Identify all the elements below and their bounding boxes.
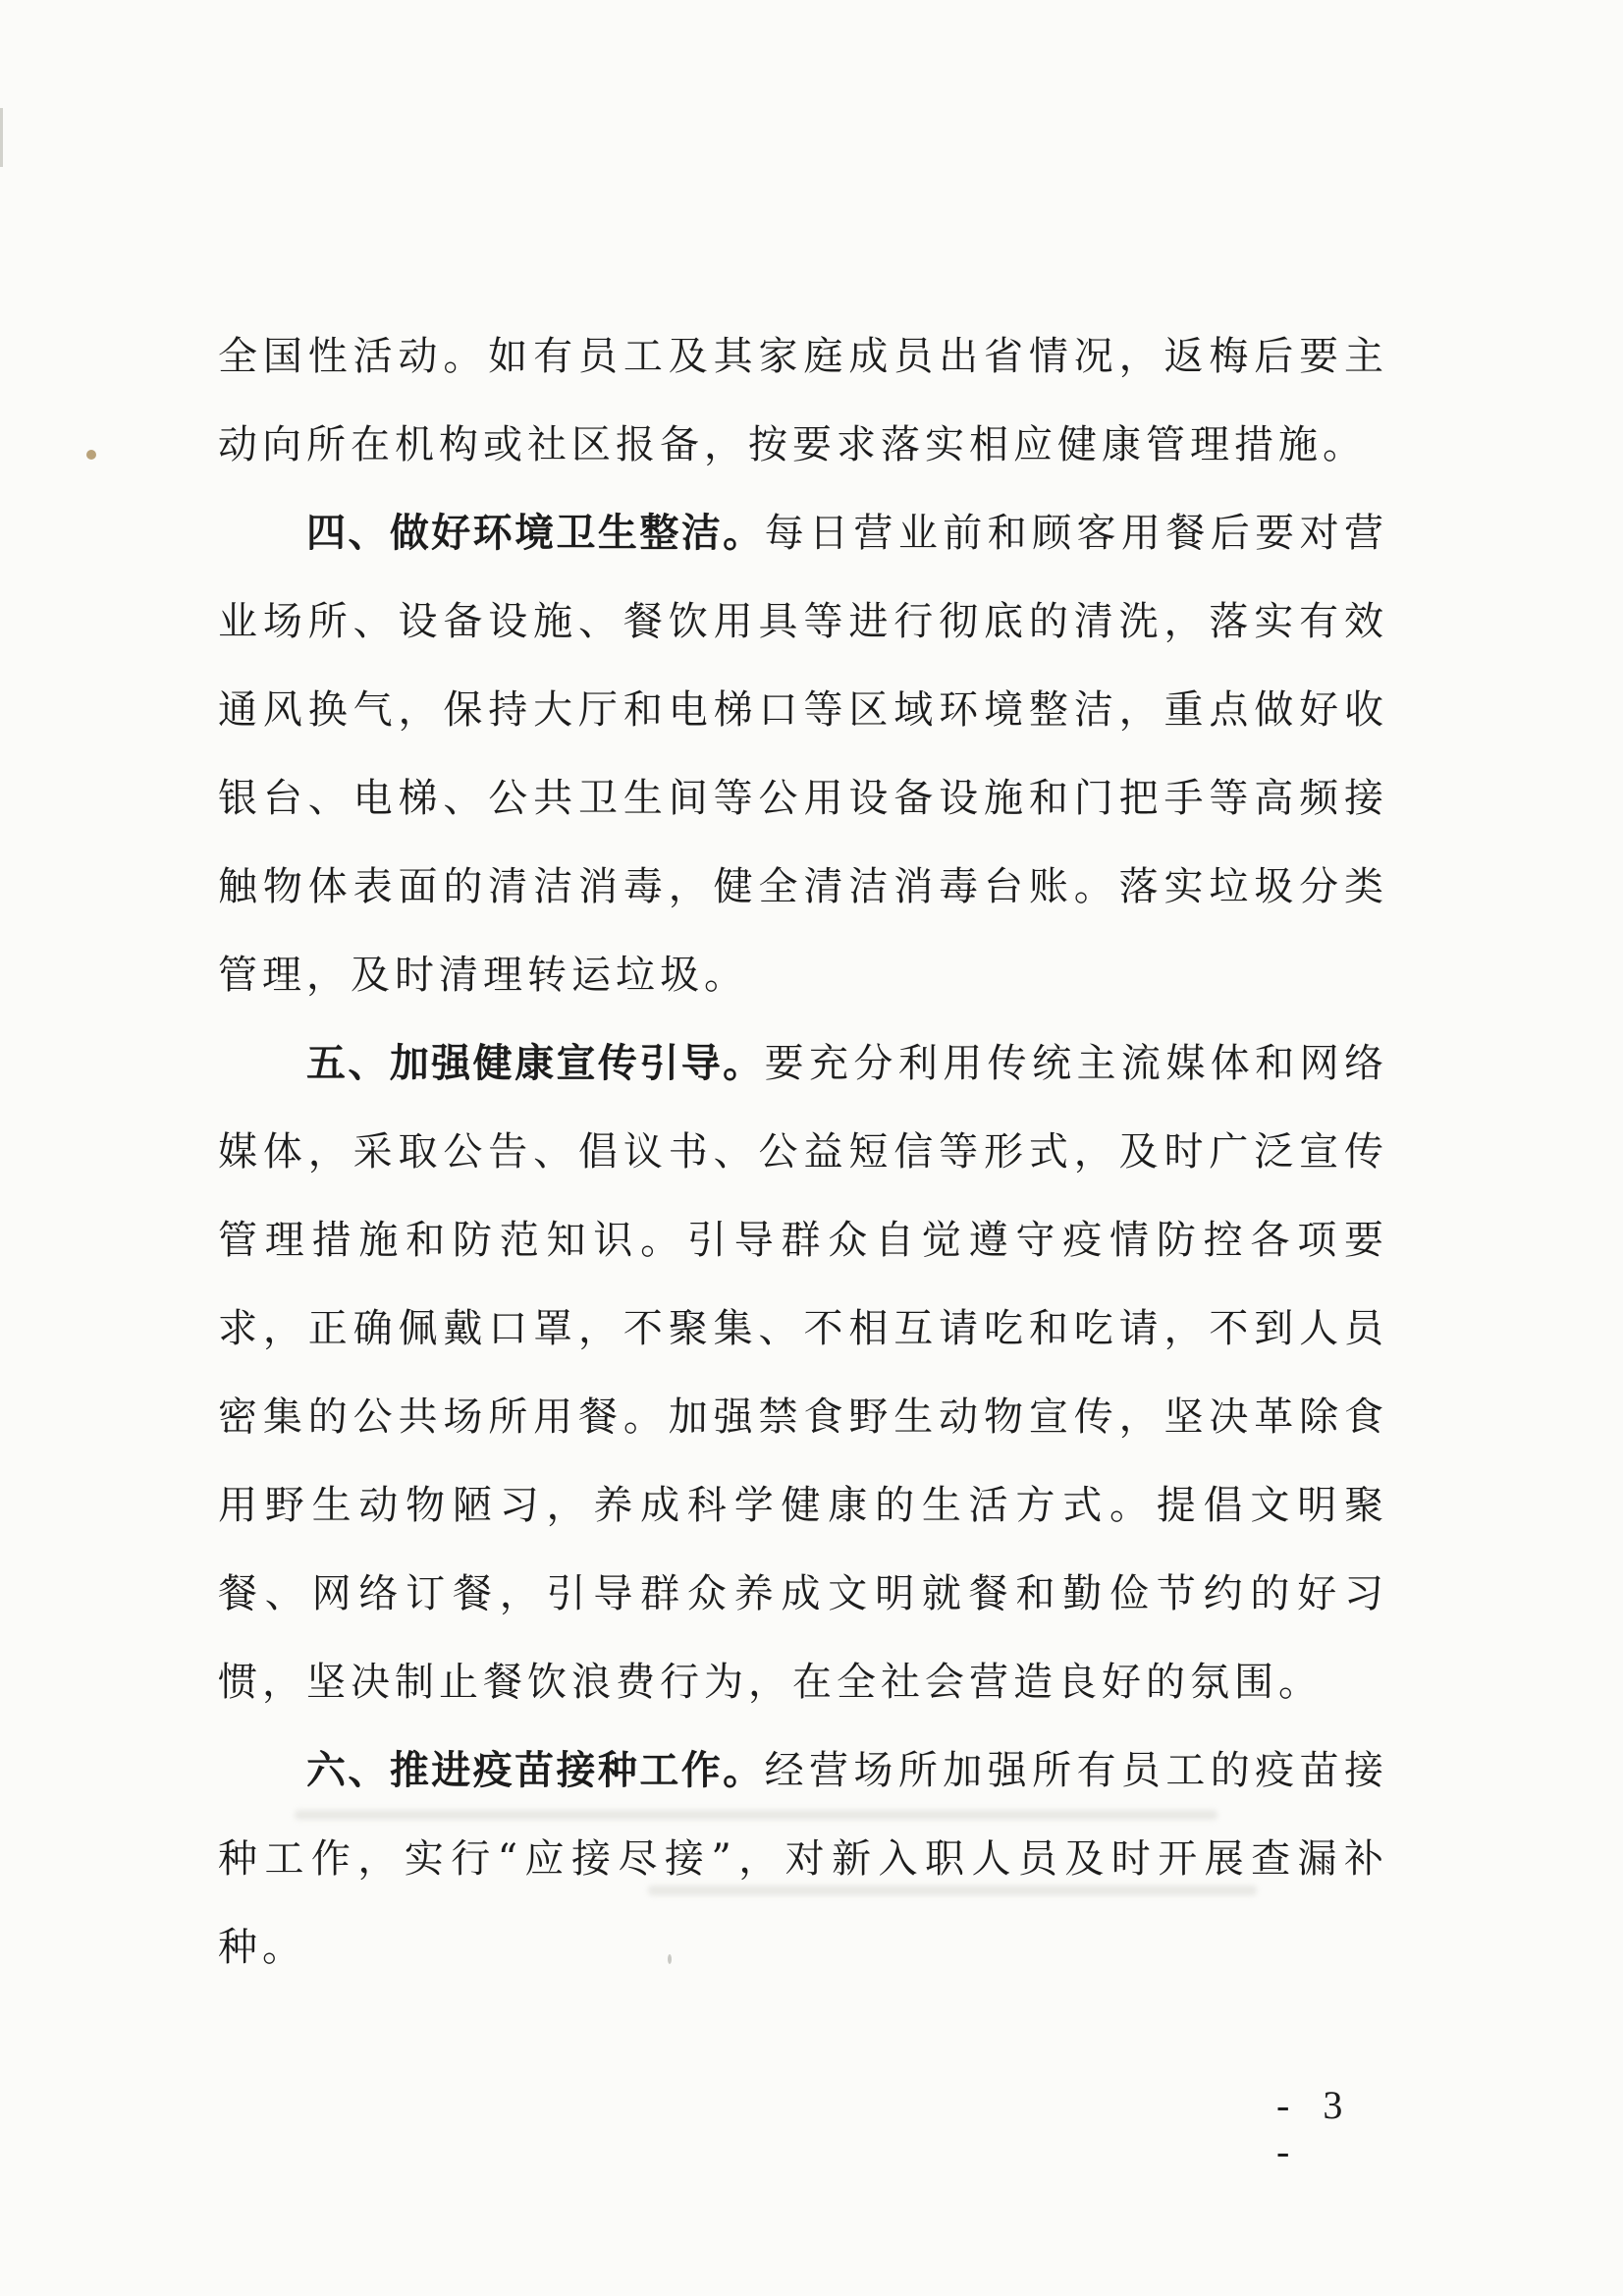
paragraph-continued <box>218 312 1388 489</box>
scan-speck <box>86 450 96 460</box>
paragraph-body: 每日营业前和顾客用餐后要对营业场所、设备设施、餐饮用具等进行彻底的清洗，落实有效通风换气，保持大厅和电梯口等区域环境整洁，重点做好收银台、电梯、公共卫生间等公用设备设施和门把手等高频接触物体表面的清洁消毒，健全清洁消毒台账。落实垃圾分类管理，及时清理转运垃圾。 <box>218 511 1389 998</box>
paragraph-publicity <box>218 1019 1388 1726</box>
section-heading-publicity: 五、加强健康宣传引导。 <box>306 1041 765 1086</box>
section-heading-environment: 四、做好环境卫生整洁。 <box>306 511 765 556</box>
section-heading-vaccination: 六、推进疫苗接种工作。 <box>306 1748 765 1793</box>
paragraph-vaccination <box>218 1726 1388 1992</box>
paragraph-body: 要充分利用传统主流媒体和网络媒体，采取公告、倡议书、公益短信等形式，及时广泛宣传管理措施和防范知识。引导群众自觉遵守疫情防控各项要求，正确佩戴口罩，不聚集、不相互请吃和吃请，不到人员密集的公共场所用餐。加强禁食野生动物宣传，坚决革除食用野生动物陋习，养成科学健康的生活方式。提倡文明聚餐、网络订餐，引导群众养成文明就餐和勤俭节约的好习惯，坚决制止餐饮浪费行为，在全社会营造良好的氛围。 <box>218 1041 1389 1705</box>
paragraph-body: 全国性活动。如有员工及其家庭成员出省情况，返梅后要主动向所在机构或社区报备，按要求落实相应健康管理措施。 <box>218 334 1388 467</box>
paragraph-body: 经营场所加强所有员工的疫苗接种工作，实行“应接尽接”，对新入职人员及时开展查漏补种。 <box>218 1748 1389 1970</box>
paragraph-environment <box>218 489 1388 1019</box>
page-number: - 3 - <box>1276 2083 1355 2173</box>
scan-edge-mark <box>0 108 3 167</box>
document-body <box>218 312 1388 1992</box>
